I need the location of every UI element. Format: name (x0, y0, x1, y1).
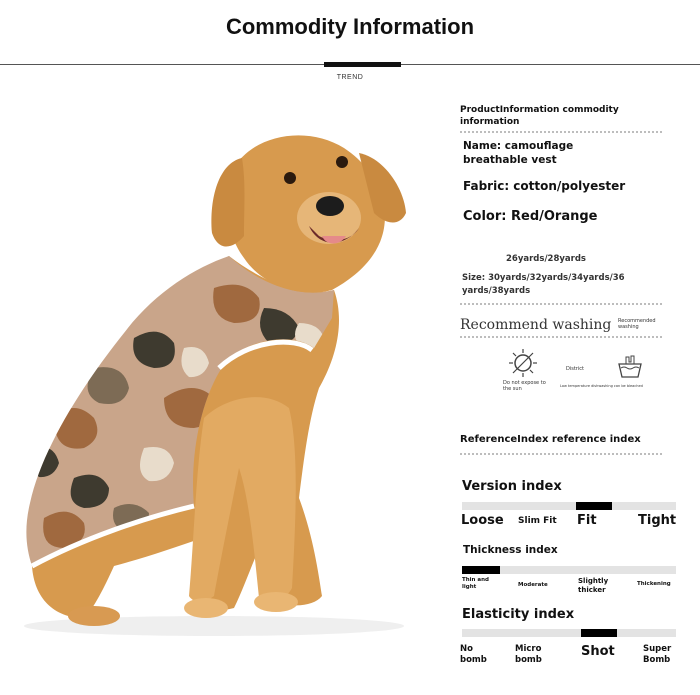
elasticity-index-scale (462, 629, 676, 637)
product-color: Color: Red/Orange (463, 209, 598, 224)
elasticity-index-title: Elasticity index (462, 607, 575, 622)
divider (460, 131, 662, 133)
thickness-label-thin: Thin and light (462, 577, 489, 590)
thickness-index-scale (462, 566, 676, 574)
divider (460, 336, 662, 338)
version-index-marker (576, 502, 612, 510)
version-label-slim-fit: Slim Fit (518, 516, 557, 526)
product-name: Name: camouflage breathable vest (463, 140, 574, 166)
hand-wash-icon (617, 354, 643, 380)
washing-heading: Recommend washing (460, 317, 612, 333)
version-label-tight: Tight (638, 513, 677, 528)
version-label-loose: Loose (461, 513, 504, 528)
divider (460, 303, 662, 305)
version-index-scale (462, 502, 676, 510)
thickness-label-thickening: Thickening (637, 581, 671, 587)
product-size: Size: 30yards/32yards/34yards/36 yards/38yards (462, 273, 625, 296)
reference-heading: ReferenceIndex reference index (460, 434, 641, 445)
product-photo (14, 118, 434, 648)
version-label-fit: Fit (577, 513, 597, 528)
elasticity-label-shot: Shot (581, 644, 615, 659)
sun-icon-label: Do not expose to the sun (503, 380, 546, 392)
wash-icon-caption: Low temperature dishwashing can be bleached (560, 384, 643, 388)
size-extra: 26yards/28yards (506, 254, 586, 264)
elasticity-label-no-bomb: No bomb (460, 644, 487, 665)
page-title: Commodity Information (225, 14, 475, 39)
product-fabric: Fabric: cotton/polyester (463, 179, 626, 193)
thickness-label-slightly-thicker: Slightly thicker (578, 577, 609, 594)
thickness-index-marker (462, 566, 500, 574)
thickness-label-moderate: Moderate (518, 582, 548, 588)
elasticity-index-marker (581, 629, 617, 637)
header-divider-accent (324, 62, 401, 67)
elasticity-label-micro-bomb: Micro bomb (515, 644, 542, 665)
product-info-heading: ProductInformation commodity information (460, 105, 619, 127)
washing-heading-small: Recommended washing (618, 318, 656, 330)
trend-label: TREND (336, 74, 364, 81)
divider (460, 453, 662, 455)
version-index-title: Version index (462, 479, 562, 494)
elasticity-label-super-bomb: Super Bomb (643, 644, 672, 665)
thickness-index-title: Thickness index (463, 544, 558, 556)
sun-icon (508, 348, 538, 378)
district-label: District (566, 366, 584, 372)
